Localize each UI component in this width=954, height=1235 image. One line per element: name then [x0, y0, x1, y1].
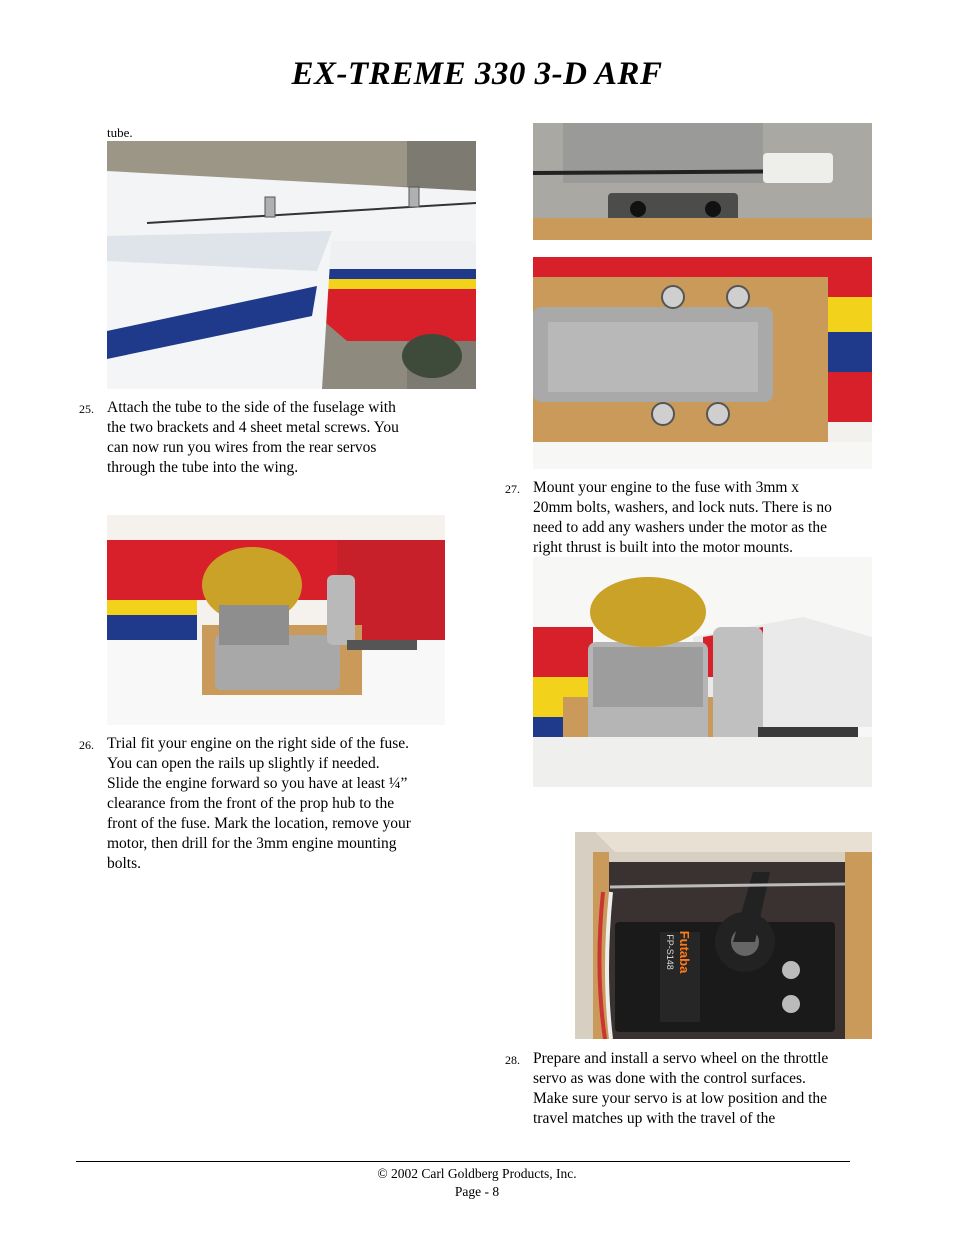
step-line: servo as was done with the control surfaces. — [533, 1070, 806, 1087]
step-line: Mount your engine to the fuse with 3mm x — [533, 479, 800, 496]
step-number: 27. — [505, 482, 520, 496]
step-line: motor, then drill for the 3mm engine mounting — [107, 835, 397, 852]
step-26 — [79, 734, 467, 874]
step-line: front of the fuse. Mark the location, remove your — [107, 815, 411, 832]
step-line: Prepare and install a servo wheel on the throttle — [533, 1050, 829, 1067]
step-line: clearance from the front of the prop hub to the — [107, 795, 395, 812]
step-line: Slide the engine forward so you have at least ¼” — [107, 775, 408, 792]
step-line: through the tube into the wing. — [107, 459, 299, 476]
step-line: Attach the tube to the side of the fuselage with — [107, 399, 396, 416]
step-line: right thrust is built into the motor mounts. — [533, 539, 794, 556]
engine-mounted-photo — [533, 557, 872, 787]
intro-fragment: tube. — [107, 125, 133, 140]
step-line: You can open the rails up slightly if needed. — [107, 755, 380, 772]
step-line: bolts. — [107, 855, 142, 872]
throttle-pushrod-photo — [533, 123, 872, 240]
step-line: travel matches up with the travel of the — [533, 1110, 776, 1127]
step-line: need to add any washers under the motor as the — [533, 519, 827, 536]
step-number: 28. — [505, 1053, 520, 1067]
servo-model-label: FP-S148 — [665, 934, 675, 970]
throttle-servo-photo — [575, 832, 872, 1039]
servo-brand-label: Futaba — [677, 930, 692, 974]
tail-tube-photo — [107, 141, 476, 389]
step-number: 25. — [79, 402, 94, 416]
step-number: 26. — [79, 738, 94, 752]
step-line: Make sure your servo is at low position and the — [533, 1090, 828, 1107]
step-27 — [505, 478, 893, 558]
step-line: the two brackets and 4 sheet metal screws. You — [107, 419, 399, 436]
step-25 — [79, 398, 457, 478]
footer-rule — [76, 1161, 850, 1162]
footer-copyright: © 2002 Carl Goldberg Products, Inc. — [377, 1166, 577, 1181]
engine-trial-fit-photo — [107, 515, 445, 725]
step-line: can now run you wires from the rear servos — [107, 439, 377, 456]
footer-page-number: Page - 8 — [454, 1184, 500, 1199]
page-title: EX-TREME 330 3-D ARF — [291, 56, 663, 92]
step-line: 20mm bolts, washers, and lock nuts. There is no — [533, 499, 832, 516]
step-line: Trial fit your engine on the right side of the fuse. — [107, 735, 410, 752]
engine-mount-bolts-photo — [533, 257, 872, 469]
step-28 — [505, 1049, 893, 1129]
